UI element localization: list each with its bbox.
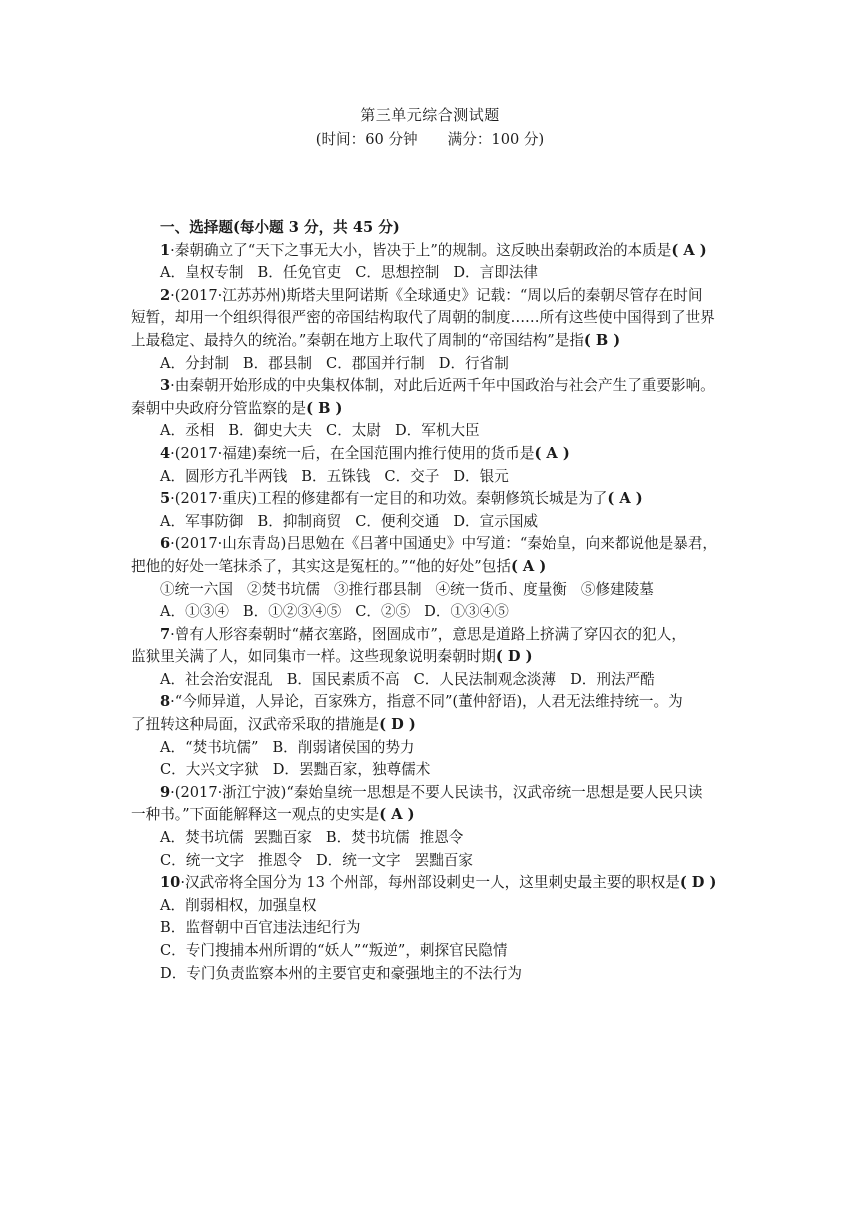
option: A．丞相: [160, 422, 215, 440]
option: B．御史大夫: [228, 422, 313, 440]
statement-item: ③推行郡县制: [333, 580, 422, 598]
option: D．刑法严酷: [570, 670, 655, 688]
statement-item: ④统一货币、度量衡: [435, 580, 567, 598]
statement-item: ⑤修建陵墓: [580, 580, 654, 598]
options: [160, 827, 732, 850]
option-part: 推恩令: [419, 829, 464, 847]
exam-info: [0, 128, 860, 149]
question-text: ·(2017·浙江宁波)“秦始皇统一思想是不要人民读书，汉武帝统一思想是要人民只读: [170, 783, 703, 801]
question-6: [160, 533, 732, 556]
question-text-cont: 把他的好处一笔抹杀了，其实这是冤枉的。”“他的好处”包括( A ): [131, 557, 547, 575]
answer: ( A ): [607, 490, 643, 508]
question-number: 8: [160, 693, 171, 711]
option: B．五铢钱: [301, 467, 371, 485]
option: C．思想控制: [355, 264, 440, 282]
question-2: [160, 285, 732, 308]
options: [160, 737, 732, 760]
answer: ( A ): [671, 241, 707, 259]
options: [160, 466, 732, 489]
question-number: 2: [160, 286, 171, 304]
options: [160, 850, 732, 873]
option: A．①③④: [160, 603, 229, 621]
statement-item: ①统一六国: [160, 580, 233, 598]
option: B．监督朝中百官违法违纪行为: [160, 919, 361, 937]
question-3: [160, 375, 732, 398]
question-text-cont: 一种书。”下面能解释这一观点的史实是( A ): [131, 806, 415, 824]
question-number: 7: [160, 625, 171, 643]
full-score: 满分：100 分): [447, 131, 545, 148]
question-text: ·“今师异道，人异论，百家殊方，指意不同”(董仲舒语)，人君无法维持统一。为: [170, 693, 683, 711]
question-9: [160, 782, 732, 805]
statement-items: [160, 579, 732, 602]
options: [160, 262, 732, 285]
option: A．圆形方孔半两钱: [160, 467, 288, 485]
option: B．国民素质不高: [286, 670, 400, 688]
question-text: ·由秦朝开始形成的中央集权体制，对此后近两千年中国政治与社会产生了重要影响。: [170, 377, 715, 395]
option: D．罢黜百家，独尊儒术: [272, 761, 431, 779]
option: D．统一文字: [315, 851, 401, 869]
question-number: 5: [160, 490, 171, 508]
option: C．便利交通: [355, 512, 440, 530]
question-number: 1: [160, 241, 171, 259]
option: A．“焚书坑儒”: [160, 738, 259, 756]
section-heading: 一、选择题(每小题 3 分，共 45 分): [160, 219, 400, 236]
option: D．专门负责监察本州的主要官吏和豪强地主的不法行为: [160, 964, 522, 982]
question-text-cont: 秦朝中央政府分管监察的是( B ): [131, 399, 343, 417]
answer: ( B ): [583, 331, 621, 349]
option: C．太尉: [326, 422, 381, 440]
option: B．抑制商贸: [257, 512, 342, 530]
option: A．削弱相权，加强皇权: [160, 896, 317, 914]
question-8: [160, 691, 732, 714]
time-limit: (时间：60 分钟: [315, 131, 418, 148]
question-text: ·汉武帝将全国分为 13 个州部，每州部设刺史一人，这里刺史最主要的职权是: [180, 874, 680, 892]
question-list: [131, 217, 732, 985]
option: C．交子: [384, 467, 440, 485]
option: C．专门搜捕本州所谓的“妖人”“叛逆”，刺探官民隐情: [160, 942, 508, 959]
option: B．焚书坑儒: [325, 829, 410, 847]
question-10: [160, 872, 732, 895]
option: C．人民法制观念淡薄: [413, 670, 557, 688]
option-part: 推恩令: [258, 851, 302, 869]
answer: ( A ): [534, 444, 570, 462]
question-7: [160, 624, 732, 647]
question-text: ·曾有人形容秦朝时“赭衣塞路，囹圄成市”，意思是道路上挤满了穿囚衣的犯人，: [170, 625, 686, 643]
option: D．宣示国威: [453, 512, 539, 530]
option: A．社会治安混乱: [160, 670, 273, 688]
option: A．皇权专制: [160, 264, 244, 282]
option: D．军机大臣: [394, 422, 480, 440]
question-text-cont: 监狱里关满了人，如同集市一样。这些现象说明秦朝时期( D ): [131, 648, 533, 666]
question-number: 9: [160, 783, 171, 801]
options: [160, 669, 732, 692]
option: B．任免官吏: [257, 264, 342, 282]
question-5: [160, 488, 732, 511]
answer: ( D ): [679, 874, 717, 892]
option: A．分封制: [160, 354, 229, 372]
question-text: ·(2017·福建)秦统一后，在全国范围内推行使用的货币是: [170, 444, 535, 462]
option: C．②⑤: [355, 603, 411, 621]
option: B．①②③④⑤: [242, 603, 342, 621]
statement-item: ②焚书坑儒: [246, 580, 320, 598]
answer: ( B ): [306, 399, 343, 417]
question-text-cont: 短暂，却用一个组织得很严密的帝国结构取代了周朝的制度……所有这些使中国得到了世界: [131, 309, 715, 327]
option: A．军事防御: [160, 512, 244, 530]
options: [160, 759, 732, 782]
option: B．削弱诸侯国的势力: [272, 738, 415, 756]
question-text: ·秦朝确立了“天下之事无大小，皆决于上”的规制。这反映出秦朝政治的本质是: [170, 241, 672, 259]
option: A．焚书坑儒: [160, 829, 244, 847]
question-number: 4: [160, 444, 171, 462]
option: D．①③④⑤: [424, 603, 509, 621]
option: C．大兴文字狱: [160, 761, 259, 779]
options: [160, 601, 732, 624]
option: C．郡国并行制: [326, 354, 425, 372]
option-part: 罢黜百家: [414, 851, 473, 869]
options: [160, 511, 732, 534]
options: [160, 353, 732, 376]
question-4: [160, 443, 732, 466]
question-text-cont: 了扭转这种局面，汉武帝采取的措施是( D ): [131, 716, 416, 734]
question-number: 3: [160, 377, 171, 395]
question-text: ·(2017·江苏苏州)斯塔夫里阿诺斯《全球通史》记载：“周以后的秦朝尽管存在时间: [170, 286, 703, 304]
question-number: 10: [160, 874, 181, 892]
options: [160, 420, 732, 443]
answer: ( A ): [510, 557, 547, 575]
question-1: [160, 240, 732, 263]
answer: ( D ): [379, 716, 416, 734]
option: D．行省制: [438, 354, 509, 372]
option: B．郡县制: [242, 354, 313, 372]
question-text: ·(2017·重庆)工程的修建都有一定目的和功效。秦朝修筑长城是为了: [170, 490, 608, 508]
answer: ( A ): [379, 806, 415, 824]
option: D．银元: [453, 467, 509, 485]
question-text: ·(2017·山东青岛)吕思勉在《吕著中国通史》中写道：“秦始皇，向来都说他是暴君，: [170, 535, 718, 553]
page-title: 第三单元综合测试题: [360, 106, 500, 124]
question-text-cont: 上最稳定、最持久的统治。”秦朝在地方上取代了周制的“帝国结构”是指( B ): [131, 331, 621, 349]
option-part: 罢黜百家: [253, 829, 312, 847]
question-number: 6: [160, 535, 171, 553]
option: C．统一文字: [160, 851, 245, 869]
option: D．言即法律: [453, 264, 539, 282]
answer: ( D ): [495, 648, 533, 666]
